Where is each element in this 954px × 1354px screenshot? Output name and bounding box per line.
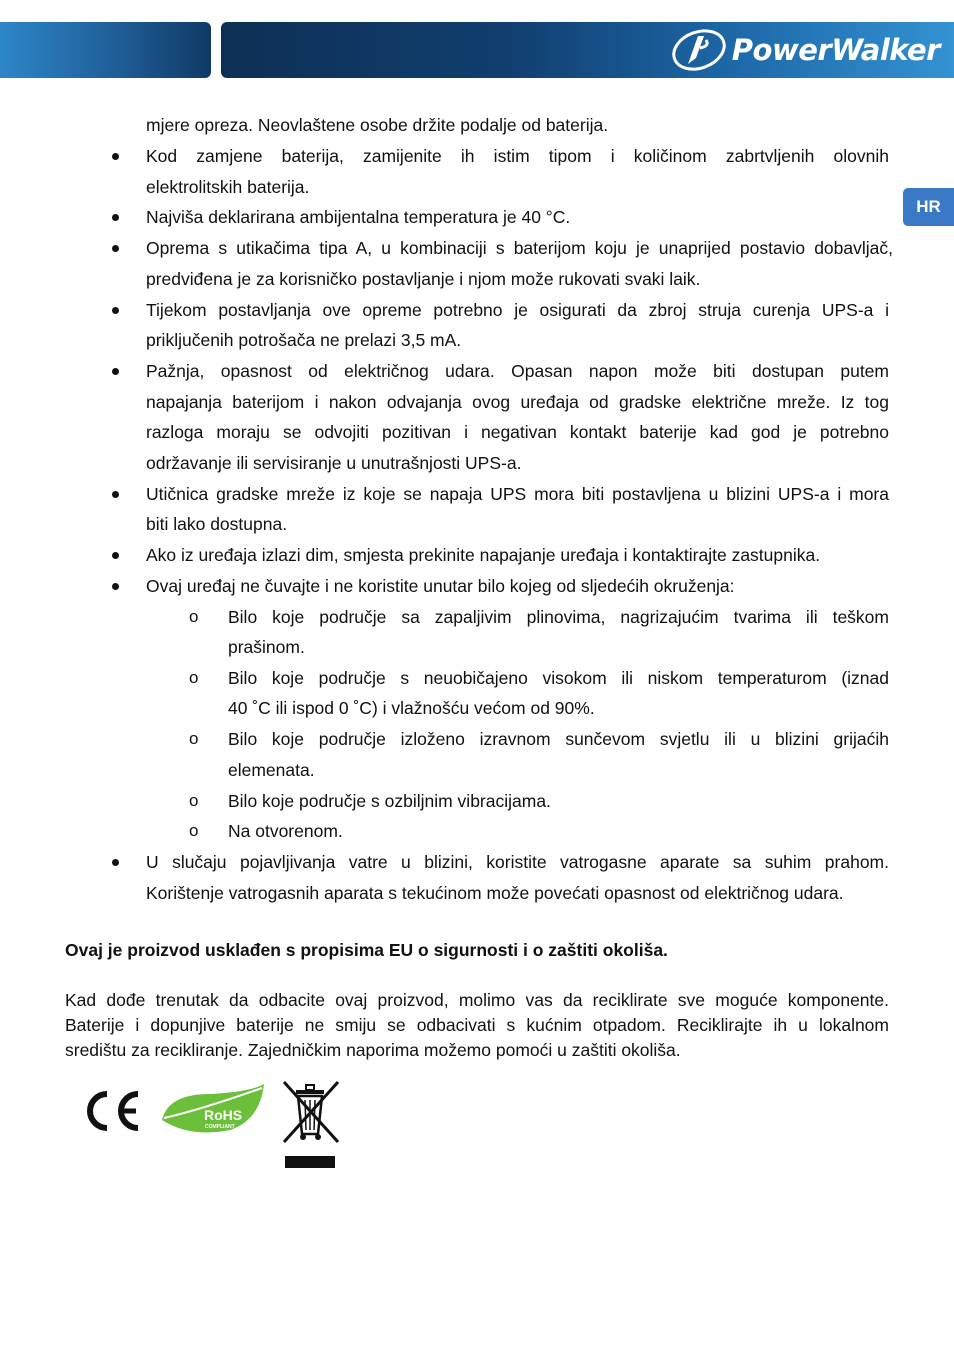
sub-bullet-2-line-0: Bilo koje područje izloženo izravnom sunčevom svjetlu ili u blizini grijaćih bbox=[228, 729, 889, 749]
last-bullet-line-1: Korištenje vatrogasnih aparata s tekućinom može povećati opasnost od električnog udara. bbox=[146, 883, 844, 903]
sub-bullet-1-line-1: 40 ˚C ili ispod 0 ˚C) i vlažnošću većom od 90%. bbox=[228, 698, 595, 718]
bullet-5-line-2: razloga moraju se odvojiti pozitivan i negativan kontakt baterije kad god je potrebno bbox=[146, 422, 889, 442]
bullet-6-line-1: biti lako dostupna. bbox=[146, 514, 288, 534]
bullet-dot bbox=[112, 859, 119, 866]
bullet-dot bbox=[112, 214, 119, 221]
bullet-dot bbox=[112, 491, 119, 498]
sub-bullet-0-line-0: Bilo koje područje sa zapaljivim plinovima, nagrizajućim tvarima ili teškom bbox=[228, 607, 889, 627]
bullet-5-line-3: održavanje ili servisiranje u unutrašnjosti UPS-a. bbox=[146, 453, 522, 473]
recycle-line-2: središtu za recikliranje. Zajedničkim naporima možemo pomoći u zaštiti okoliša. bbox=[65, 1040, 681, 1060]
powerwalker-logo-icon bbox=[670, 28, 728, 72]
header-left-band bbox=[0, 22, 211, 78]
last-bullet-line-0: U slučaju pojavljivanja vatre u blizini, koristite vatrogasne aparate sa suhim prahom. bbox=[146, 852, 889, 872]
certification-marks-svg bbox=[80, 1080, 350, 1175]
bullet-1-line-1: elektrolitskih baterija. bbox=[146, 177, 310, 197]
page-header bbox=[0, 22, 954, 78]
sub-bullet-marker: o bbox=[189, 821, 199, 840]
bullet-3-line-1: predviđena je za korisničko postavljanje i njom može rukovati svaki laik. bbox=[146, 269, 701, 289]
bullet-2-line-0: Najviša deklarirana ambijentalna temperatura je 40 °C. bbox=[146, 207, 571, 227]
bullet-dot bbox=[112, 368, 119, 375]
sub-bullet-3-line-0: Bilo koje područje s ozbiljnim vibracijama. bbox=[228, 791, 551, 811]
powerwalker-logo bbox=[670, 28, 940, 72]
bullet-5-line-0: Pažnja, opasnost od električnog udara. Opasan napon može biti dostupan putem bbox=[146, 361, 889, 381]
recycle-line-0: Kad dođe trenutak da odbacite ovaj proizvod, molimo vas da reciklirate sve moguće komponente. bbox=[65, 990, 889, 1010]
ce-mark-icon bbox=[80, 1080, 138, 1128]
rohs-label: RoHS bbox=[204, 1107, 243, 1123]
weee-bin-icon bbox=[284, 1082, 338, 1168]
bullet-dot bbox=[112, 583, 119, 590]
header-main-band bbox=[221, 22, 954, 78]
compliance-heading: Ovaj je proizvod usklađen s propisima EU o sigurnosti i o zaštiti okoliša. bbox=[65, 940, 668, 960]
certification-marks bbox=[80, 1080, 350, 1180]
sub-bullet-1-line-0: Bilo koje područje s neuobičajeno visokom ili niskom temperaturom (iznad bbox=[228, 668, 889, 688]
recycle-line-1: Baterije i dopunjive baterije ne smiju se odbacivati s kućnim otpadom. Reciklirajte ih u lokalnom bbox=[65, 1015, 889, 1035]
bullet-5-line-1: napajanja baterijom i nakon odvajanja ovog uređaja od gradske električne mreže. Iz tog bbox=[146, 392, 889, 412]
bullet-4-line-1: priključenih potrošača ne prelazi 3,5 mA. bbox=[146, 330, 462, 350]
bullet-8-line-0: Ovaj uređaj ne čuvajte i ne koristite unutar bilo kojeg od sljedećih okruženja: bbox=[146, 576, 735, 596]
bullet-dot bbox=[112, 552, 119, 559]
bullet-1-line-0: Kod zamjene baterija, zamijenite ih istim tipom i količinom zabrtvljenih olovnih bbox=[146, 146, 889, 166]
bullet-dot bbox=[112, 307, 119, 314]
rohs-leaf-icon bbox=[162, 1084, 264, 1132]
bullet-3-line-0: Oprema s utikačima tipa A, u kombinaciji s baterijom koju je unaprijed postavio dobavljač, bbox=[146, 238, 893, 258]
sub-bullet-marker: o bbox=[189, 729, 199, 748]
bullet-7-line-0: Ako iz uređaja izlazi dim, smjesta prekinite napajanje uređaja i kontaktirajte zastupnika. bbox=[146, 545, 821, 565]
brand-name: PowerWalker bbox=[731, 33, 940, 67]
sub-bullet-4-line-0: Na otvorenom. bbox=[228, 821, 343, 841]
sub-bullet-marker: o bbox=[189, 668, 199, 687]
bullet-dot bbox=[112, 153, 119, 160]
rohs-sub-label: COMPLIANT bbox=[205, 1124, 235, 1130]
ce-label: CE bbox=[80, 1080, 82, 1081]
sub-bullet-marker: o bbox=[189, 607, 199, 626]
sub-bullet-2-line-1: elemenata. bbox=[228, 760, 315, 780]
bullet-0-line-0: mjere opreza. Neovlaštene osobe držite podalje od baterija. bbox=[146, 115, 609, 135]
bullet-6-line-0: Utičnica gradske mreže iz koje se napaja UPS mora biti postavljena u blizini UPS-a i mora bbox=[146, 484, 889, 504]
language-tab[interactable]: HR bbox=[903, 188, 954, 226]
bullet-4-line-0: Tijekom postavljanja ove opreme potrebno je osigurati da zbroj struja curenja UPS-a i bbox=[146, 300, 889, 320]
sub-bullet-0-line-1: prašinom. bbox=[228, 637, 305, 657]
bullet-dot bbox=[112, 245, 119, 252]
sub-bullet-marker: o bbox=[189, 791, 199, 810]
